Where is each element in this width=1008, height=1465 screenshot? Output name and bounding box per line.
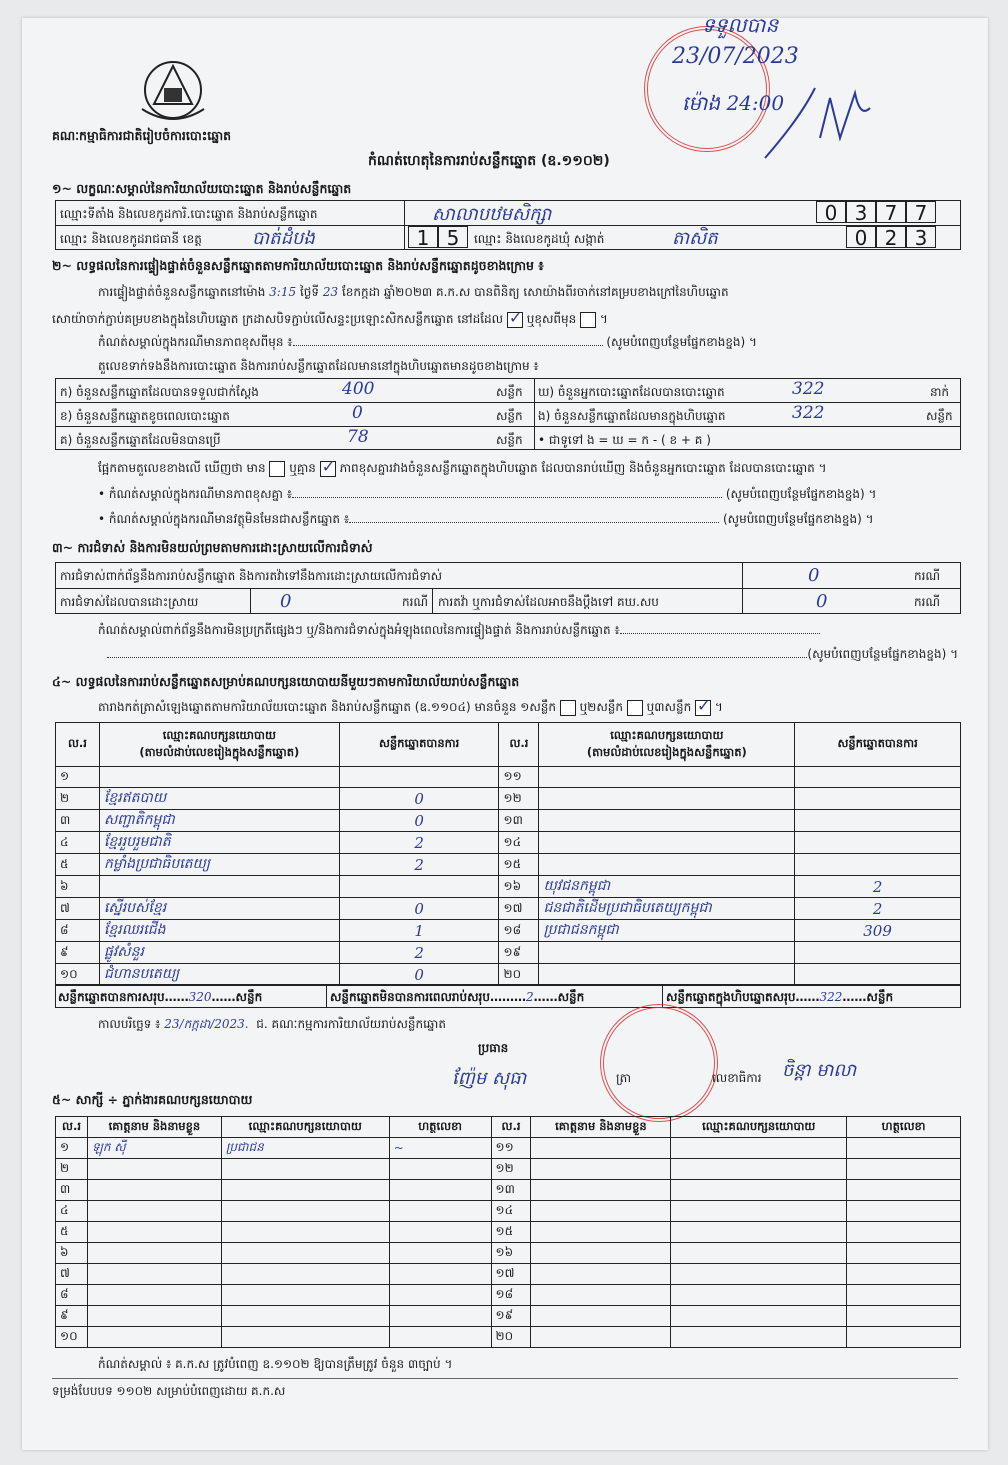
- has-difference-checkbox[interactable]: [269, 461, 285, 477]
- section1-title: ១~ លក្ខណៈសម្គាល់នៃការិយាល័យបោះឆ្នោត និងរាប់សន្លឹកឆ្នោត: [52, 181, 352, 196]
- witness-party: [221, 1201, 389, 1222]
- commune-code-1: 0: [846, 226, 876, 248]
- witness-sign: [847, 1201, 961, 1222]
- party-votes: 0: [339, 810, 499, 832]
- row-no: ២: [56, 788, 100, 810]
- party-votes: [795, 964, 961, 986]
- province-code-2: 5: [438, 226, 468, 248]
- row-no: ២: [56, 1159, 88, 1180]
- unit-d: សន្លឹក: [926, 409, 953, 423]
- party-name: [539, 964, 795, 986]
- row-no: ១៣: [491, 1180, 531, 1201]
- row-no: ១: [56, 767, 100, 788]
- results-row: [56, 810, 961, 832]
- witness-name: [87, 1285, 221, 1306]
- unit-person: នាក់: [930, 385, 950, 399]
- row-no: ១៩: [499, 942, 539, 964]
- witness-sign: [847, 1222, 961, 1243]
- row-no: ១៣: [499, 810, 539, 832]
- figures-intro: តួលេខទាក់ទងនឹងការបោះឆ្នោត និងការរាប់សន្លឹកឆ្នោតដែលមាននៅក្នុងហិបឆ្នោតមានដូចខាងក្រោម ៖: [98, 359, 539, 373]
- witness-name: [531, 1201, 671, 1222]
- row-no: ១១: [491, 1138, 531, 1159]
- party-name: ផ្លូវសំនួរ: [99, 942, 339, 964]
- witness-name: [87, 1180, 221, 1201]
- unit-a: សន្លឹក: [496, 385, 523, 399]
- party-votes: 2: [339, 832, 499, 854]
- appeal-label: ការតវ៉ា ឬការជំទាស់ដែលអាចនឹងប្តឹងទៅ គឃ.សប: [438, 595, 659, 609]
- results-row: [56, 854, 961, 876]
- party-name: [539, 942, 795, 964]
- w-col-sign-left: ហត្ថលេខា: [389, 1117, 491, 1138]
- spoiled-value: 0: [352, 403, 363, 423]
- witness-name: [531, 1264, 671, 1285]
- three-sheets-checkbox[interactable]: [695, 700, 711, 716]
- witness-row: [56, 1180, 961, 1201]
- party-name: ជំហានបតេយ្យ: [99, 964, 339, 986]
- witness-name: [531, 1159, 671, 1180]
- witness-name: [531, 1138, 671, 1159]
- party-name: [539, 810, 795, 832]
- witness-row: [56, 1306, 961, 1327]
- secretary-signature: ចិន្តា មាលា: [782, 1060, 857, 1081]
- party-name: ស្នើរបស់ខ្មែរ: [99, 898, 339, 920]
- witness-row: [56, 1138, 961, 1159]
- witness-sign: [389, 1222, 491, 1243]
- unused-value: 78: [347, 427, 369, 447]
- province-name: បាត់ដំបង: [252, 228, 315, 249]
- verify-line2: សោយ៉ាចាក់ភ្ជាប់គម្របខាងក្នុងនៃហិបឆ្នោត ក្រដាសបិទភ្ជាប់លើសន្ទះប្រឡោះសិកសន្លឹកឆ្នោត នៅដដែល ✓ ឬខុសពីមុន ។: [52, 311, 608, 329]
- row-no: ៤: [56, 1201, 88, 1222]
- commune-code-2: 2: [876, 226, 906, 248]
- witness-party: [221, 1264, 389, 1285]
- witness-row: [56, 1327, 961, 1348]
- witness-party: [671, 1201, 847, 1222]
- received-value: 400: [342, 379, 375, 399]
- row-no: ៨: [56, 1285, 88, 1306]
- total-invalid: សន្លឹកឆ្នោតមិនបានការពេលរាប់សរុប………2……សន្លឹក: [330, 990, 585, 1004]
- row-no: ៧: [56, 898, 100, 920]
- party-name: ជនជាតិដើមប្រជាធិបតេយ្យកម្ពុជា: [539, 898, 795, 920]
- row-no: ១: [56, 1138, 88, 1159]
- witness-name: [531, 1306, 671, 1327]
- row-no: ៣: [56, 1180, 88, 1201]
- row-no: ៥: [56, 854, 100, 876]
- witness-sign: [847, 1180, 961, 1201]
- voters-value: 322: [792, 379, 825, 399]
- witness-sign: [847, 1306, 961, 1327]
- party-votes: 2: [795, 876, 961, 898]
- witness-sign: [389, 1327, 491, 1348]
- row-no: ៤: [56, 832, 100, 854]
- w-col-no-left: ល.រ: [56, 1117, 88, 1138]
- party-name: [539, 788, 795, 810]
- office-code-3: 7: [876, 201, 906, 223]
- party-name: ខ្មែររួបរួមជាតិ: [99, 832, 339, 854]
- witness-sign: [847, 1159, 961, 1180]
- witness-sign: [389, 1159, 491, 1180]
- form-title: កំណត់ហេតុនៃការរាប់សន្លឹកឆ្នោត (ឧ.១១០២): [368, 153, 610, 169]
- resolved-value: 0: [280, 591, 292, 612]
- section5-title: ៥~ សាក្សី ÷ ភ្នាក់ងារគណបក្សនយោបាយ: [52, 1092, 253, 1107]
- party-votes: [795, 832, 961, 854]
- witness-party: [671, 1243, 847, 1264]
- verify-day: 23: [322, 285, 339, 299]
- col-no-left: ល.រ: [56, 723, 100, 767]
- w-col-name-right: គោត្តនាម និងនាមខ្លួន: [531, 1117, 671, 1138]
- chair-signature: ញ៉ែម សុធា: [452, 1068, 527, 1089]
- row-no: ១៩: [491, 1306, 531, 1327]
- form-footer: ទម្រង់បែបបទ ១១០២ សម្រាប់បំពេញដោយ គ.ក.ស: [52, 1384, 286, 1398]
- witness-party: ប្រជាជន: [221, 1138, 389, 1159]
- secretary-label: លេខាធិការ: [712, 1071, 762, 1085]
- appeal-value: 0: [816, 591, 828, 612]
- chair-label: ប្រធាន: [478, 1041, 509, 1055]
- row-no: ៧: [56, 1264, 88, 1285]
- party-votes: [339, 876, 499, 898]
- col-votes-left: សន្លឹកឆ្នោតបានការ: [339, 723, 499, 767]
- witness-sign: ~: [389, 1138, 491, 1159]
- resolved-label: ការជំទាស់ដែលបានដោះស្រាយ: [60, 595, 199, 609]
- party-name: [539, 832, 795, 854]
- unit-c: សន្លឹក: [496, 433, 523, 447]
- witness-name: [87, 1264, 221, 1285]
- party-votes: 2: [339, 942, 499, 964]
- row-no: ១១: [499, 767, 539, 788]
- voters-label: ឃ) ចំនួនអ្នកបោះឆ្នោតដែលបានបោះឆ្នោត: [538, 385, 725, 399]
- results-row: [56, 920, 961, 942]
- row-no: ១២: [499, 788, 539, 810]
- witness-name: [531, 1180, 671, 1201]
- office-name: សាលាបឋមសិក្សា: [432, 204, 552, 225]
- col-party-right: ឈ្មោះគណបក្សនយោបាយ (តាមលំដាប់លេខរៀងក្នុងសន្លឹកឆ្នោត): [539, 723, 795, 767]
- signature-top: [760, 78, 880, 168]
- party-name: កម្លាំងប្រជាធិបតេយ្យ: [99, 854, 339, 876]
- irregularity-note: កំណត់សម្គាល់ពាក់ព័ន្ធនឹងការមិនប្រក្រតីផ្សេងៗ ឬ/និងការជំទាស់ក្នុងអំឡុងពេលនៃការផ្ទៀងផ្ទាត់ និងការរាប់សន្លឹកឆ្នោត ៖: [98, 622, 820, 640]
- results-row: [56, 832, 961, 854]
- party-votes: 2: [339, 854, 499, 876]
- party-name: ប្រជាជនកម្ពុជា: [539, 920, 795, 942]
- w-col-party-right: ឈ្មោះគណបក្សនយោបាយ: [671, 1117, 847, 1138]
- witness-sign: [389, 1243, 491, 1264]
- results-row: [56, 788, 961, 810]
- row-no: ២០: [499, 964, 539, 986]
- received-label: ក) ចំនួនសន្លឹកឆ្នោតដែលបានទទួលជាក់ស្តែង: [60, 385, 259, 399]
- witness-party: [671, 1159, 847, 1180]
- national-emblem-icon: [134, 54, 212, 126]
- witness-party: [221, 1159, 389, 1180]
- row-no: ១០: [56, 1327, 88, 1348]
- row-no: ៦: [56, 1243, 88, 1264]
- party-name: ខ្មែរឈរជើង: [99, 920, 339, 942]
- witness-party: [221, 1222, 389, 1243]
- party-name: យុវជនកម្ពុជា: [539, 876, 795, 898]
- witness-row: [56, 1159, 961, 1180]
- witness-party: [221, 1243, 389, 1264]
- commune-name: តាសិត: [672, 228, 718, 249]
- witness-name: [531, 1243, 671, 1264]
- row-no: ៩: [56, 942, 100, 964]
- bullet-foreign: • កំណត់សម្គាល់ក្នុងករណីមានវត្ថុមិនមែនជាសន្លឹកឆ្នោត ៖ (សូមបំពេញបន្ថែមផ្នែកខាងខ្នង) ។: [98, 512, 874, 526]
- party-name: [99, 876, 339, 898]
- office-code-1: 0: [816, 201, 846, 223]
- date-line: កាលបរិច្ឆេទ ៖ 23/កក្កដា/2023. ជ. គណៈកម្មការការិយាល័យរាប់សន្លឹកឆ្នោត: [98, 1017, 446, 1031]
- witness-name: [87, 1159, 221, 1180]
- total-valid: សន្លឹកឆ្នោតបានការសរុប……320……សន្លឹក: [58, 990, 263, 1004]
- witness-row: [56, 1201, 961, 1222]
- irregularity-fill: (សូមបំពេញបន្ថែមផ្នែកខាងខ្នង) ។: [52, 646, 958, 664]
- witness-name: [87, 1243, 221, 1264]
- w-col-name-left: គោត្តនាម និងនាមខ្លួន: [87, 1117, 221, 1138]
- w-col-no-right: ល.រ: [491, 1117, 531, 1138]
- witness-party: [221, 1285, 389, 1306]
- party-votes: [795, 788, 961, 810]
- party-name: [99, 767, 339, 788]
- received-time: ម៉ោង 24:00: [682, 91, 785, 115]
- party-votes: [795, 810, 961, 832]
- party-votes: [795, 942, 961, 964]
- committee-name: គណៈកម្មាធិការជាតិរៀបចំការបោះឆ្នោត: [52, 128, 232, 143]
- case-unit-1: ករណី: [914, 569, 941, 583]
- witness-name: [87, 1201, 221, 1222]
- witness-party: [671, 1264, 847, 1285]
- row-no: ២០: [491, 1327, 531, 1348]
- unit-b: សន្លឹក: [496, 409, 523, 423]
- verify-time: 3:15: [269, 285, 297, 299]
- witness-row: [56, 1264, 961, 1285]
- witness-row: [56, 1243, 961, 1264]
- row-no: ១៥: [491, 1222, 531, 1243]
- party-name: សញ្ជាតិកម្ពុជា: [99, 810, 339, 832]
- witness-name: [531, 1285, 671, 1306]
- committee-stamp: [600, 1004, 718, 1122]
- witness-row: [56, 1285, 961, 1306]
- difference-check: ផ្អែកតាមតួលេខខាងលើ ឃើញថា មាន ឬគ្មាន ✓ ភាពខុសគ្នារវាងចំនួនសន្លឹកឆ្នោតក្នុងហិបឆ្នោត ដែលបានរាប់ឃើញ និងចំនួនអ្នកបោះឆ្នោត ដែលបានបោះឆ្នោត ។: [98, 460, 827, 478]
- row-no: ១៦: [499, 876, 539, 898]
- witness-sign: [389, 1285, 491, 1306]
- witness-sign: [847, 1264, 961, 1285]
- verify-line1: ការផ្ទៀងផ្ទាត់ចំនួនសន្លឹកឆ្នោតនៅម៉ោង 3:15 ថ្ងៃទី 23 ខែកក្កដា ឆ្នាំ២០២៣ គ.ក.ស បានពិនិត្យ សោយ៉ាងពីរចាក់នៅគម្របខាងក្រៅនៃហិបឆ្នោត: [98, 285, 729, 299]
- row-no: ៣: [56, 810, 100, 832]
- party-votes: 2: [795, 898, 961, 920]
- bullet-difference: • កំណត់សម្គាល់ក្នុងករណីមានភាពខុសគ្នា ៖ (សូមបំពេញបន្ថែមផ្នែកខាងខ្នង) ។: [98, 487, 877, 501]
- commune-code-3: 3: [906, 226, 936, 248]
- party-votes: 0: [339, 964, 499, 986]
- row-no: ១៨: [491, 1285, 531, 1306]
- office-label: ឈ្មោះទីតាំង និងលេខកូដការិ.បោះឆ្នោត និងរាប់សន្លឹកឆ្នោត: [60, 207, 318, 221]
- witness-sign: [847, 1243, 961, 1264]
- section2-title: ២~ លទ្ធផលនៃការផ្ទៀងផ្ទាត់ចំនួនសន្លឹកឆ្នោតតាមការិយាល័យបោះឆ្នោត និងរាប់សន្លឹកឆ្នោតដូចខាងក្រោម ៖: [52, 258, 544, 273]
- party-votes: [339, 767, 499, 788]
- witness-party: [671, 1180, 847, 1201]
- w-col-party-left: ឈ្មោះគណបក្សនយោបាយ: [221, 1117, 389, 1138]
- two-sheets-checkbox[interactable]: [627, 700, 643, 716]
- row-no: ១៨: [499, 920, 539, 942]
- witness-name: [531, 1327, 671, 1348]
- row-no: ៥: [56, 1222, 88, 1243]
- received-note: ទទួលបាន: [702, 13, 779, 37]
- received-date: 23/07/2023: [672, 44, 799, 69]
- row-no: ១៤: [491, 1201, 531, 1222]
- witness-sign: [389, 1306, 491, 1327]
- one-sheet-checkbox[interactable]: [560, 700, 576, 716]
- row-no: ១៥: [499, 854, 539, 876]
- party-votes: 1: [339, 920, 499, 942]
- party-votes: 309: [795, 920, 961, 942]
- witness-name: [87, 1306, 221, 1327]
- results-row: [56, 767, 961, 788]
- w-col-sign-right: ហត្ថលេខា: [847, 1117, 961, 1138]
- witness-sign: [847, 1327, 961, 1348]
- witness-sign: [389, 1201, 491, 1222]
- different-checkbox[interactable]: [580, 312, 596, 328]
- ballots-in-box-label: ង) ចំនួនសន្លឹកឆ្នោតដែលមានក្នុងហិបឆ្នោត: [538, 409, 726, 423]
- witness-sign: [847, 1285, 961, 1306]
- col-party-left: ឈ្មោះគណបក្សនយោបាយ (តាមលំដាប់លេខរៀងក្នុងសន្លឹកឆ្នោត): [99, 723, 339, 767]
- case-unit-3: ករណី: [914, 595, 941, 609]
- witness-party: [221, 1180, 389, 1201]
- party-name: [539, 767, 795, 788]
- witness-name: ឡុក ស៊ី: [87, 1138, 221, 1159]
- objection-label: ការជំទាស់ពាក់ព័ន្ធនឹងការរាប់សន្លឹកឆ្នោត និងការតវ៉ាទៅនឹងការដោះស្រាយលើការជំទាស់: [60, 569, 443, 583]
- no-difference-checkbox[interactable]: [320, 461, 336, 477]
- party-name: [539, 854, 795, 876]
- witness-party: [221, 1306, 389, 1327]
- difference-note: កំណត់សម្គាល់ក្នុងករណីមានភាពខុសពីមុន ៖ (សូមបំពេញបន្ថែមផ្នែកខាងខ្នង) ។: [98, 335, 757, 349]
- footnote: កំណត់សម្គាល់ ៖ គ.ក.ស ត្រូវបំពេញ ឧ.១១០២ ឱ្យបានត្រឹមត្រូវ ចំនួន ៣ច្បាប់ ។: [98, 1357, 453, 1371]
- results-table: [55, 722, 961, 986]
- witness-sign: [389, 1264, 491, 1285]
- office-code-2: 3: [846, 201, 876, 223]
- results-row: [56, 964, 961, 986]
- witness-sign: [847, 1138, 961, 1159]
- row-no: ៦: [56, 876, 100, 898]
- ballots-in-box-value: 322: [792, 403, 825, 423]
- results-row: [56, 876, 961, 898]
- row-no: ១៧: [491, 1264, 531, 1285]
- formula: • ជាទូទៅ ង = ឃ = ក - ( ខ + គ ): [538, 433, 711, 447]
- office-code-4: 7: [906, 201, 936, 223]
- row-no: ១៧: [499, 898, 539, 920]
- results-row: [56, 898, 961, 920]
- witness-party: [671, 1327, 847, 1348]
- row-no: ១៤: [499, 832, 539, 854]
- row-no: ១០: [56, 964, 100, 986]
- stamp-label: ត្រា: [616, 1071, 631, 1085]
- results-row: [56, 942, 961, 964]
- witness-table: [55, 1116, 961, 1348]
- section3-title: ៣~ ការជំទាស់ និងការមិនយល់ព្រមតាមការដោះស្រាយលើការជំទាស់: [52, 540, 373, 555]
- row-no: ៩: [56, 1306, 88, 1327]
- witness-party: [671, 1138, 847, 1159]
- same-checkbox[interactable]: [507, 312, 523, 328]
- party-votes: 0: [339, 788, 499, 810]
- witness-sign: [389, 1180, 491, 1201]
- witness-party: [221, 1327, 389, 1348]
- row-no: ១៦: [491, 1243, 531, 1264]
- party-name: ខ្មែរឥតបាយ: [99, 788, 339, 810]
- witness-name: [87, 1222, 221, 1243]
- attachment-line: តារាងកត់ត្រាសំឡេងឆ្នោតតាមការិយាល័យបោះឆ្នោត និងរាប់សន្លឹកឆ្នោត (ឧ.១១០៤) មានចំនួន ១សន្លឹក ឬ២សន្លឹក ឬ៣សន្លឹក ✓ ។: [98, 699, 723, 717]
- col-no-right: ល.រ: [499, 723, 539, 767]
- commune-label: ឈ្មោះ និងលេខកូដឃុំ សង្កាត់: [474, 232, 605, 246]
- witness-party: [671, 1285, 847, 1306]
- objection-value: 0: [808, 565, 820, 586]
- party-votes: [795, 854, 961, 876]
- section4-title: ៤~ លទ្ធផលនៃការរាប់សន្លឹកឆ្នោតសម្រាប់គណបក្សនយោបាយនីមួយៗតាមការិយាល័យរាប់សន្លឹកឆ្នោត: [52, 674, 520, 689]
- witness-party: [671, 1306, 847, 1327]
- province-code-1: 1: [408, 226, 438, 248]
- party-votes: 0: [339, 898, 499, 920]
- spoiled-label: ខ) ចំនួនសន្លឹកឆ្នោតខូចពេលបោះឆ្នោត: [60, 409, 230, 423]
- party-votes: [795, 767, 961, 788]
- row-no: ១២: [491, 1159, 531, 1180]
- witness-name: [87, 1327, 221, 1348]
- form-sheet: [22, 13, 988, 1450]
- col-votes-right: សន្លឹកឆ្នោតបានការ: [795, 723, 961, 767]
- province-label: ឈ្មោះ និងលេខកូដរាជធានី ខេត្ត: [60, 232, 202, 246]
- witness-party: [671, 1222, 847, 1243]
- witness-row: [56, 1222, 961, 1243]
- witness-name: [531, 1222, 671, 1243]
- total-in-box: សន្លឹកឆ្នោតក្នុងហិបឆ្នោតសរុប……322……សន្លឹក: [666, 990, 894, 1004]
- row-no: ៨: [56, 920, 100, 942]
- case-unit-2: ករណី: [402, 595, 429, 609]
- unused-label: គ) ចំនួនសន្លឹកឆ្នោតដែលមិនបានប្រើ: [60, 433, 221, 447]
